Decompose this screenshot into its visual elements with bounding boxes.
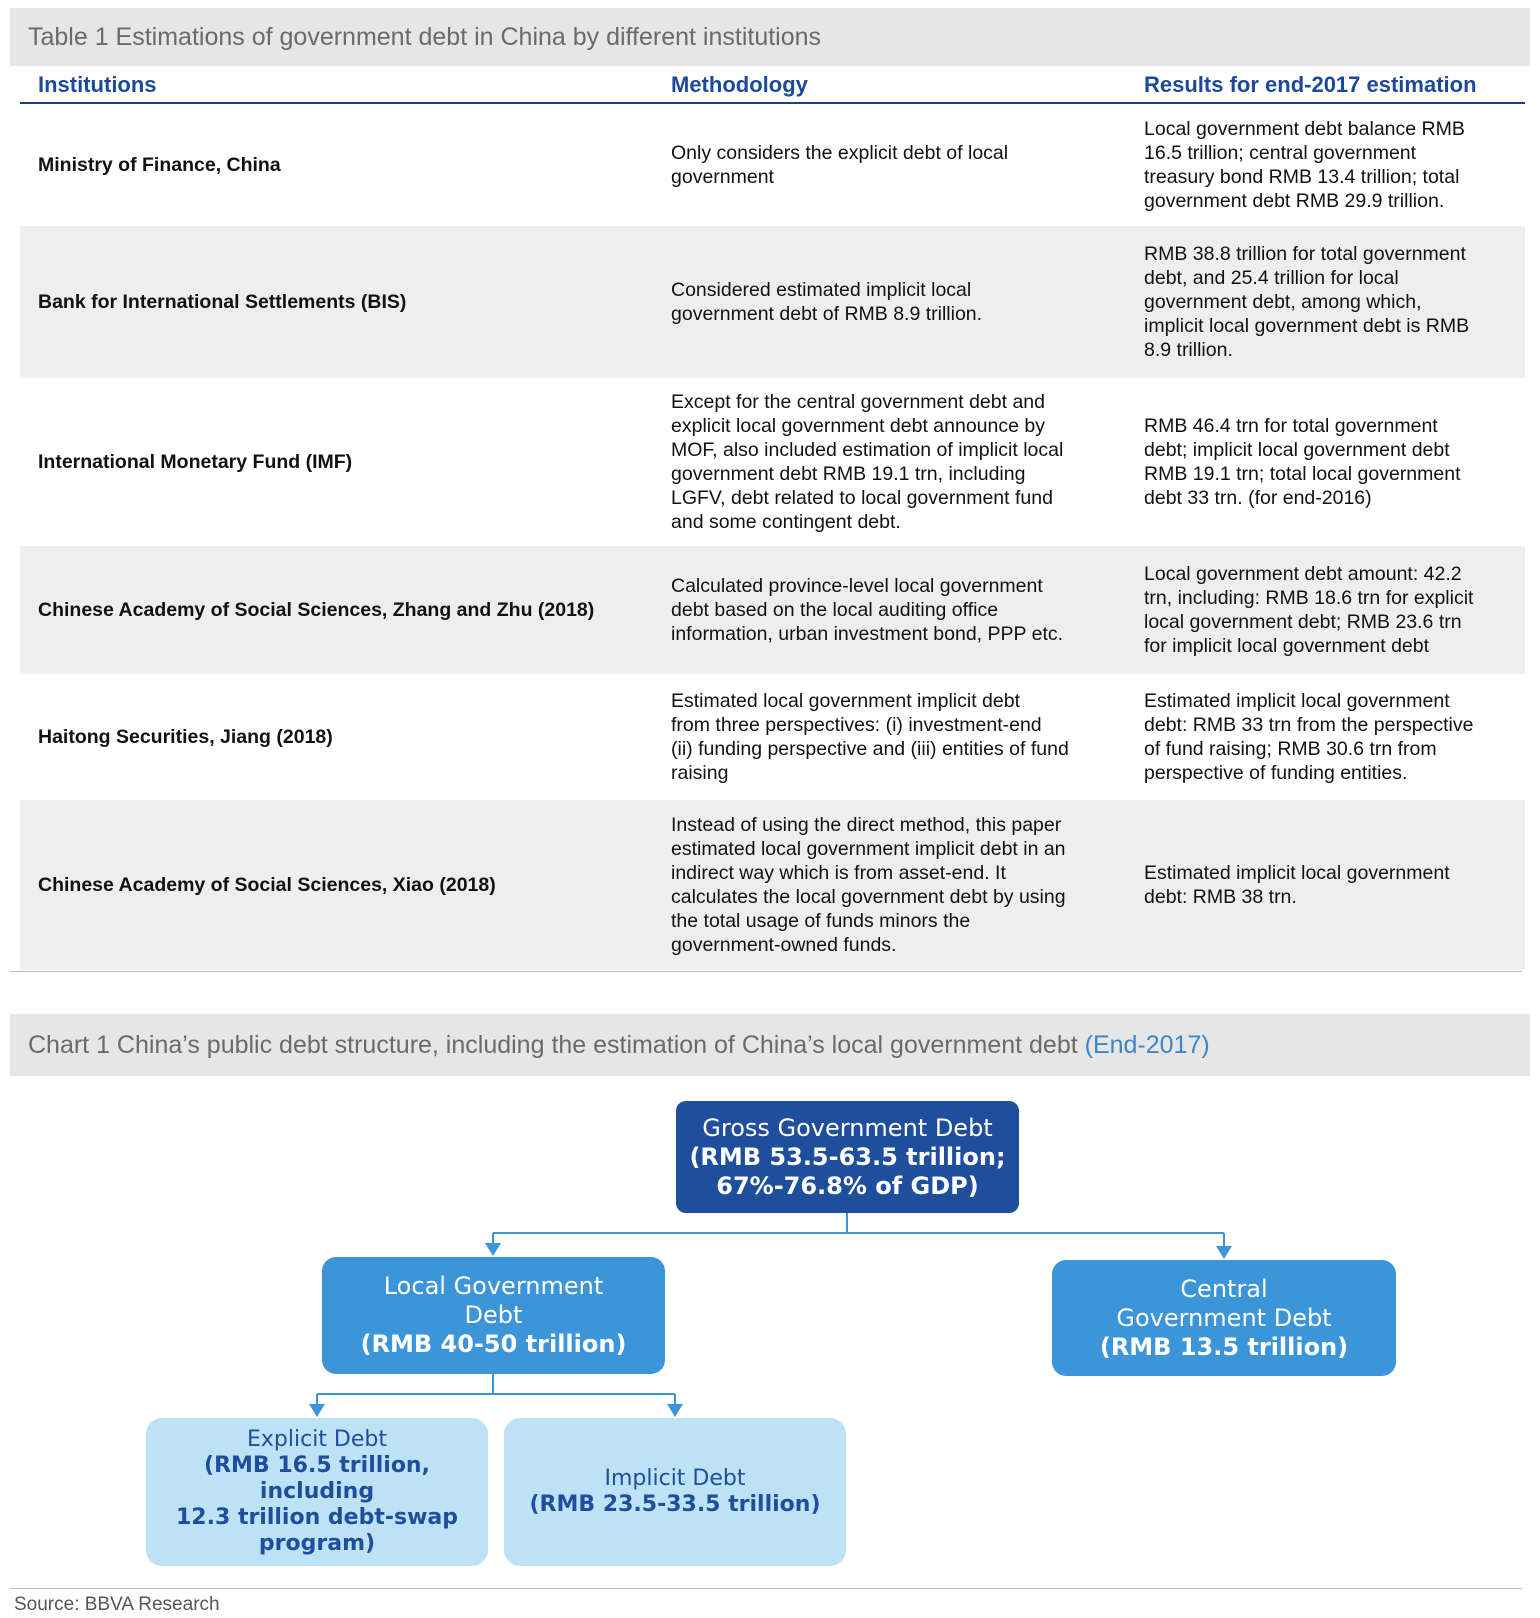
- gross-debt-title: Gross Government Debt: [702, 1113, 993, 1142]
- central-debt-title: Central Government Debt: [1116, 1274, 1332, 1332]
- institution-cell: Haitong Securities, Jiang (2018): [38, 726, 333, 748]
- explicit-debt-detail: (RMB 16.5 trillion, including 12.3 trillion debt-swap program): [176, 1453, 458, 1556]
- results-cell: RMB 46.4 trn for total government debt; implicit local government debt RMB 19.1 trn; total local government debt 33 trn. (for end-2016): [1144, 415, 1461, 509]
- methodology-cell: Calculated province-level local government debt based on the local auditing office information, urban investment bond, PPP etc.: [671, 575, 1064, 645]
- gross-debt-detail: (RMB 53.5-63.5 trillion; 67%-76.8% of GDP): [689, 1142, 1006, 1200]
- results-cell: Estimated implicit local government debt: RMB 38 trn.: [1144, 862, 1450, 908]
- institution-cell: Chinese Academy of Social Sciences, Zhang and Zhu (2018): [38, 599, 595, 621]
- institution-cell: Bank for International Settlements (BIS): [38, 291, 407, 313]
- methodology-cell: Estimated local government implicit debt from three perspectives: (i) investment-end (ii) funding perspective and (iii) entities of fund raising: [671, 690, 1069, 784]
- arrowhead-central: [1216, 1246, 1232, 1259]
- implicit-debt-title: Implicit Debt: [604, 1466, 746, 1491]
- results-cell: Local government debt amount: 42.2 trn, including: RMB 18.6 trn for explicit local government debt; RMB 23.6 trn for implicit local government debt: [1144, 563, 1474, 657]
- central-government-debt-box: [1052, 1260, 1396, 1376]
- results-cell: Estimated implicit local government debt: RMB 33 trn from the perspective of fund raising; RMB 30.6 trn from perspective of funding entities.: [1144, 690, 1474, 784]
- methodology-cell: Instead of using the direct method, this paper estimated local government implicit debt in an indirect way which is from asset-end. It calculates the local government debt by using the total usage of funds minors the government-owned funds.: [671, 814, 1066, 956]
- methodology-cell: Only considers the explicit debt of local government: [671, 142, 1009, 188]
- arrowhead-explicit: [309, 1404, 325, 1417]
- header-results: Results for end-2017 estimation: [1144, 72, 1477, 97]
- institution-cell: Ministry of Finance, China: [38, 154, 281, 176]
- footer-divider: [10, 1588, 1522, 1589]
- chart-caption-period: (End-2017): [1084, 1030, 1210, 1059]
- local-debt-title: Local Government Debt: [383, 1272, 604, 1329]
- source-note: Source: BBVA Research: [14, 1594, 220, 1615]
- implicit-debt-detail: (RMB 23.5-33.5 trillion): [529, 1492, 821, 1517]
- explicit-debt-title: Explicit Debt: [246, 1427, 387, 1452]
- arrowhead-local: [485, 1243, 501, 1256]
- central-debt-detail: (RMB 13.5 trillion): [1099, 1332, 1349, 1361]
- institution-cell: Chinese Academy of Social Sciences, Xiao (2018): [38, 874, 496, 896]
- chart-caption-text: Chart 1 China’s public debt structure, including the estimation of China’s local government debt: [28, 1030, 1078, 1059]
- methodology-cell: Except for the central government debt and explicit local government debt announce by MOF, also included estimation of implicit local government debt RMB 19.1 trn, including LGFV, debt related to local government fund and some contingent debt.: [671, 391, 1064, 533]
- table-caption-text: Table 1 Estimations of government debt in China by different institutions: [28, 22, 822, 51]
- local-debt-detail: (RMB 40-50 trillion): [360, 1330, 627, 1358]
- gross-government-debt-box: [676, 1101, 1019, 1213]
- results-cell: RMB 38.8 trillion for total government debt, and 25.4 trillion for local government debt, among which, implicit local government debt is RMB 8.9 trillion.: [1144, 243, 1470, 361]
- institution-cell: International Monetary Fund (IMF): [38, 451, 353, 473]
- local-government-debt-box: [322, 1257, 665, 1374]
- results-cell: Local government debt balance RMB 16.5 trillion; central government treasury bond RMB 13.4 trillion; total government debt RMB 29.9 trillion.: [1144, 118, 1465, 212]
- header-methodology: Methodology: [671, 72, 808, 97]
- explicit-debt-box: [146, 1418, 488, 1566]
- implicit-debt-box: [504, 1418, 846, 1566]
- methodology-cell: Considered estimated implicit local government debt of RMB 8.9 trillion.: [671, 279, 983, 325]
- arrowhead-implicit: [667, 1404, 683, 1417]
- header-institutions: Institutions: [38, 72, 157, 97]
